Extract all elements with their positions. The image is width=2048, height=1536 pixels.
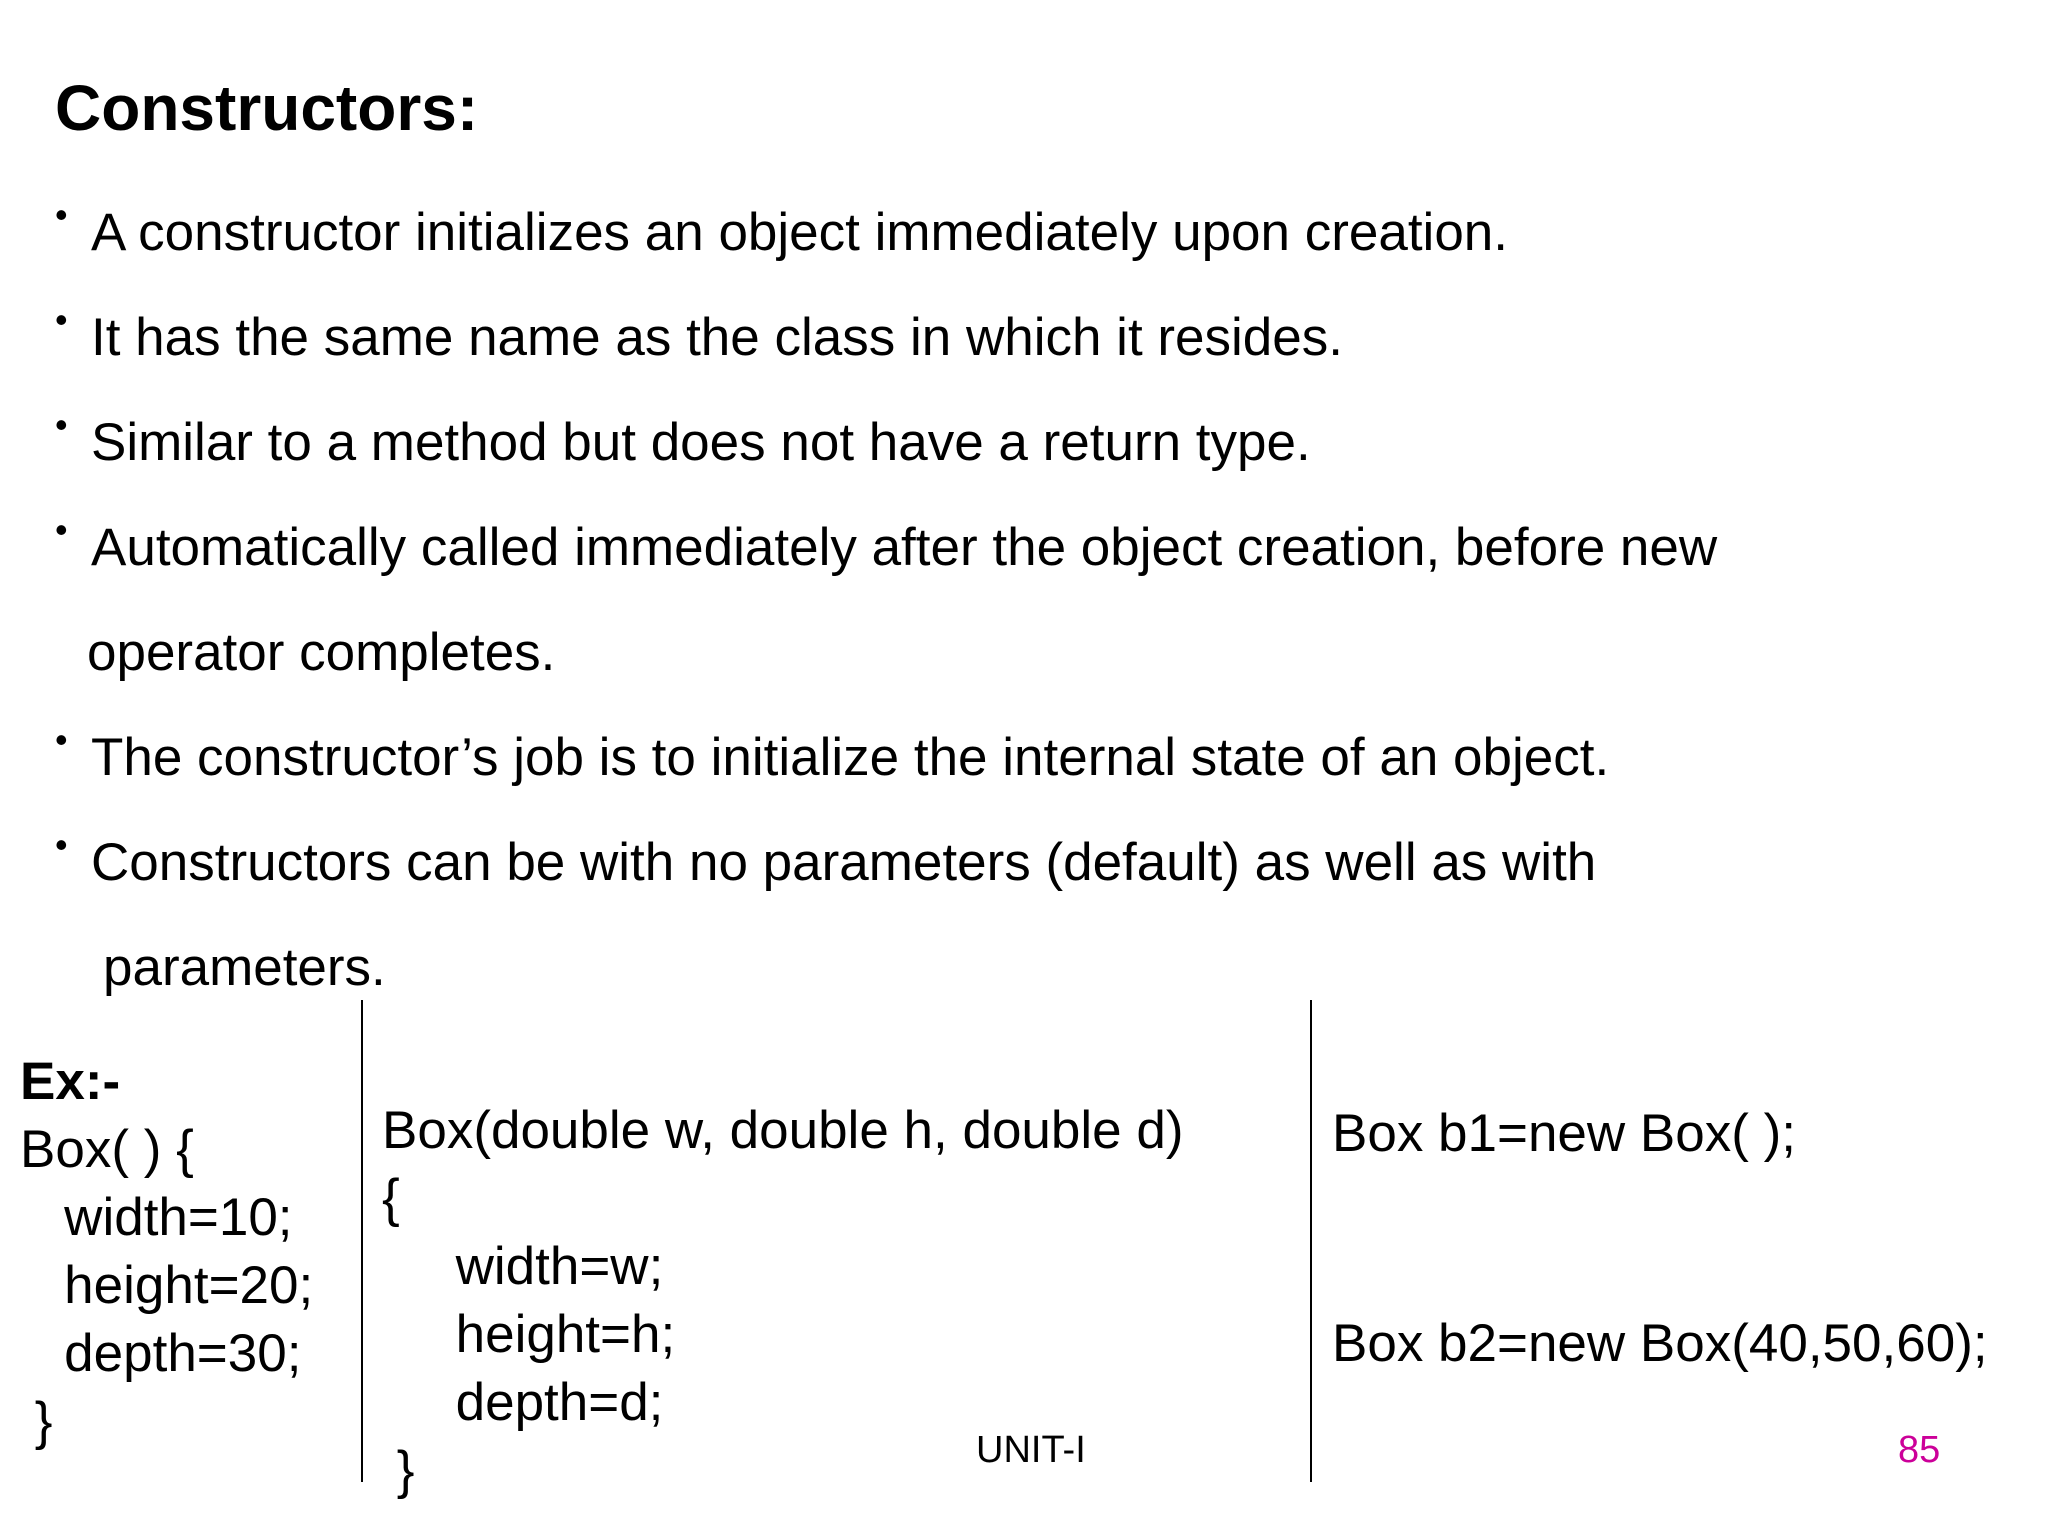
bullet-text-continuation: parameters. [103, 938, 386, 997]
bullet-dot-icon: • [55, 194, 68, 235]
column-divider [361, 1000, 363, 1482]
bullet-item [55, 180, 2015, 285]
bullet-text: A constructor initializes an object immediately upon creation. [91, 203, 1508, 262]
object-creation-code [1332, 1100, 1988, 1378]
bullet-text: Automatically called immediately after the object creation, before new [91, 518, 1718, 577]
bullet-dot-icon: • [55, 824, 68, 865]
code-line: width=10; [20, 1188, 293, 1247]
code-line: height=20; [20, 1256, 314, 1315]
code-line: depth=d; [382, 1373, 664, 1432]
default-constructor-code [20, 1048, 313, 1456]
example-label: Ex:- [20, 1052, 121, 1111]
page-number: 85 [1898, 1429, 1941, 1471]
bullet-item [55, 495, 2015, 705]
bullet-dot-icon: • [55, 509, 68, 550]
code-line: Box(double w, double h, double d) [382, 1101, 1184, 1160]
code-line: } [382, 1441, 415, 1500]
bullet-dot-icon: • [55, 299, 68, 340]
bullet-item [55, 285, 2015, 390]
code-line: { [382, 1169, 400, 1228]
bullet-dot-icon: • [55, 719, 68, 760]
bullet-text: It has the same name as the class in which it resides. [91, 308, 1343, 367]
code-line: depth=30; [20, 1324, 302, 1383]
bullet-item [55, 810, 2015, 1020]
bullet-text-continuation: operator completes. [87, 623, 556, 682]
bullet-text: Constructors can be with no parameters (default) as well as with [91, 833, 1597, 892]
bullet-item [55, 390, 2015, 495]
code-line: width=w; [382, 1237, 664, 1296]
column-divider [1310, 1000, 1312, 1482]
code-line: Box( ) { [20, 1120, 194, 1179]
footer-unit-label: UNIT-I [976, 1429, 1086, 1471]
bullet-text: The constructor’s job is to initialize the internal state of an object. [91, 728, 1610, 787]
slide-title: Constructors: [55, 72, 479, 144]
code-line: Box b2=new Box(40,50,60); [1332, 1314, 1988, 1373]
bullet-text: Similar to a method but does not have a return type. [91, 413, 1311, 472]
bullet-dot-icon: • [55, 404, 68, 445]
code-line: Box b1=new Box( ); [1332, 1104, 1796, 1163]
bullet-item [55, 705, 2015, 810]
code-line: height=h; [382, 1305, 676, 1364]
bullet-list [55, 180, 2015, 1020]
code-gap [1332, 1168, 1988, 1310]
code-line: } [20, 1392, 53, 1451]
